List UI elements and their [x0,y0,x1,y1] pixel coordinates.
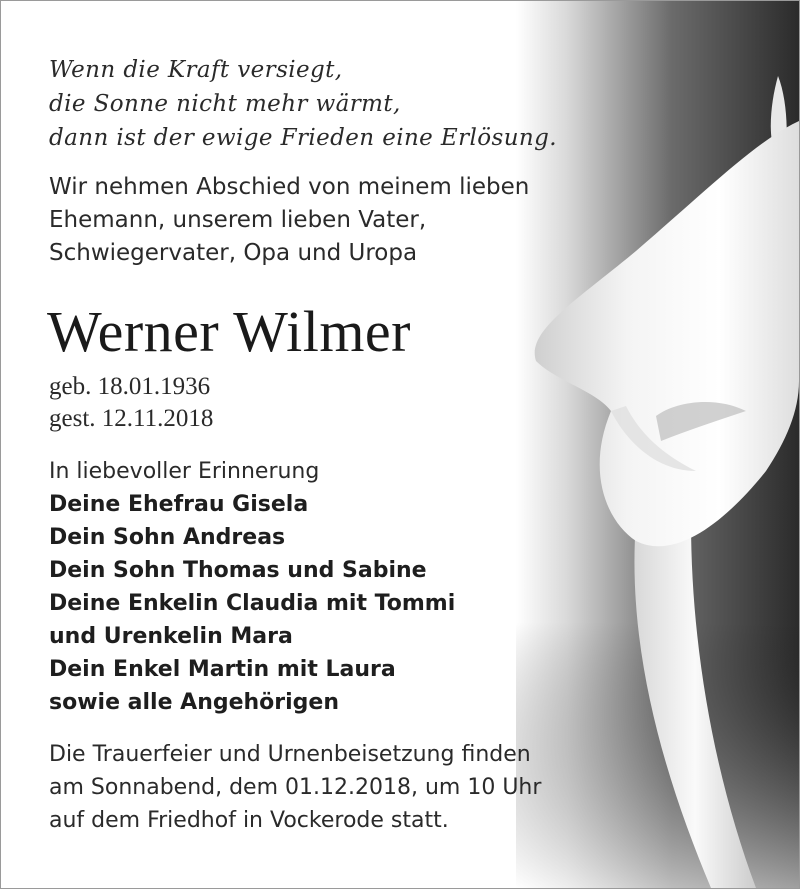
intro-line: Schwiegervater, Opa und Uropa [49,240,418,266]
service-line: Die Trauerfeier und Urnenbeisetzung finden [49,742,531,767]
intro-line: Wir nehmen Abschied von meinem lieben [49,174,530,200]
farewell-intro [49,171,529,270]
service-line: am Sonnabend, dem 01.12.2018, um 10 Uhr [49,775,542,800]
mourner-item: Dein Enkel Martin mit Laura [49,657,396,682]
birth-date: geb. 18.01.1936 [49,373,211,400]
mourner-item: und Urenkelin Mara [49,624,293,649]
mourner-item: Deine Enkelin Claudia mit Tommi [49,591,456,616]
mourners-list [49,455,455,719]
poem-verse [49,53,557,155]
mourner-item: Dein Sohn Andreas [49,525,286,550]
service-line: auf dem Friedhof in Vockerode statt. [49,808,449,833]
mourner-item: Deine Ehefrau Gisela [49,492,309,517]
poem-line: die Sonne nicht mehr wärmt, [49,91,401,117]
funeral-service-info [49,738,541,837]
deceased-name: Werner Wilmer [47,299,411,364]
mourners-lead: In liebevoller Erinnerung [49,459,320,484]
intro-line: Ehemann, unserem lieben Vater, [49,207,427,233]
mourner-item: sowie alle Angehörigen [49,690,340,715]
life-dates [49,371,213,435]
poem-line: dann ist der ewige Frieden eine Erlösung. [49,125,557,151]
poem-line: Wenn die Kraft versiegt, [49,57,343,83]
death-date: gest. 12.11.2018 [49,405,214,432]
mourner-item: Dein Sohn Thomas und Sabine [49,558,427,583]
calla-lily-image [516,1,799,888]
